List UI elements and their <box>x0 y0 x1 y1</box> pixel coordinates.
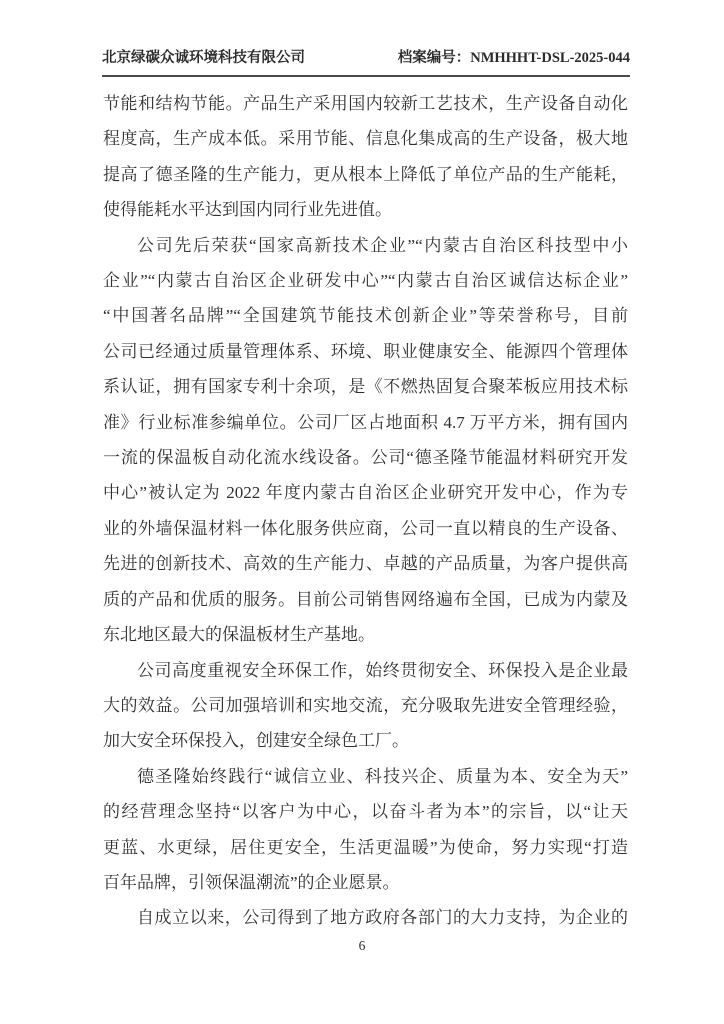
text-line: 自成立以来，公司得到了地方政府各部门的大力支持，为企业的 <box>137 908 628 928</box>
paragraph <box>103 653 628 759</box>
text-line: 百年品牌，引领保温潮流”的企业愿景。 <box>103 872 400 892</box>
paragraph <box>103 900 628 935</box>
text-line: 节能和结构节能。产品生产采用国内较新工艺技术，生产设备自动化 <box>103 94 628 113</box>
text-line: 系认证，拥有国家专利十余项，是《不燃热固复合聚苯板应用技术标 <box>103 377 628 397</box>
text-line: 一流的保温板自动化流水线设备。公司“德圣隆节能温材料研究开发 <box>103 448 628 468</box>
text-line: “中国著名品牌”“全国建筑节能技术创新企业”等荣誉称号，目前 <box>103 306 628 326</box>
text-line: 中心”被认定为 2022 年度内蒙古自治区企业研究开发中心，作为专 <box>103 483 628 503</box>
text-line: 大的效益。公司加强培训和实地交流，充分吸取先进安全管理经验， <box>103 695 628 715</box>
text-line: 提高了德圣隆的生产能力，更从根本上降低了单位产品的生产能耗， <box>103 164 628 184</box>
page-number: 6 <box>358 938 366 953</box>
text-line: 更蓝、水更绿，居住更安全，生活更温暖”为使命，努力实现“打造 <box>103 837 628 857</box>
text-line: 的经营理念坚持“以客户为中心，以奋斗者为本”的宗旨，以“让天 <box>103 802 628 822</box>
doc-number-value: NMHHHT-DSL-2025-044 <box>470 50 630 66</box>
header-doc-number <box>398 46 630 67</box>
text-line: 使得能耗水平达到国内同行业先进值。 <box>103 200 392 220</box>
paragraph <box>103 228 628 653</box>
paragraph <box>103 759 628 901</box>
document-body <box>103 86 628 936</box>
doc-number-label: 档案编号： <box>397 50 471 66</box>
text-line: 准》行业标准参编单位。公司厂区占地面积 4.7 万平方米，拥有国内 <box>103 412 628 432</box>
text-line: 加大安全环保投入，创建安全绿色工厂。 <box>103 731 409 751</box>
text-line: 东北地区最大的保温板材生产基地。 <box>103 625 375 645</box>
text-line: 公司先后荣获“国家高新技术企业”“内蒙古自治区科技型中小 <box>137 235 628 255</box>
text-line: 程度高，生产成本低。采用节能、信息化集成高的生产设备，极大地 <box>103 129 628 149</box>
text-line: 业的外墙保温材料一体化服务供应商，公司一直以精良的生产设备、 <box>103 518 628 538</box>
text-line: 先进的创新技术、高效的生产能力、卓越的产品质量，为客户提供高 <box>103 554 628 574</box>
text-line: 企业”“内蒙古自治区企业研发中心”“内蒙古自治区诚信达标企业” <box>103 271 628 291</box>
header-company-name: 北京绿碳众诚环境科技有限公司 <box>102 50 305 66</box>
text-line: 质的产品和优质的服务。目前公司销售网络遍布全国，已成为内蒙及 <box>103 589 628 609</box>
text-line: 公司已经通过质量管理体系、环境、职业健康安全、能源四个管理体 <box>103 341 628 361</box>
text-line: 德圣隆始终践行“诚信立业、科技兴企、质量为本、安全为天” <box>137 766 628 786</box>
page-footer <box>0 938 724 954</box>
text-line: 公司高度重视安全环保工作，始终贯彻安全、环保投入是企业最 <box>137 660 628 680</box>
paragraph <box>103 86 628 228</box>
page-header <box>102 46 630 77</box>
